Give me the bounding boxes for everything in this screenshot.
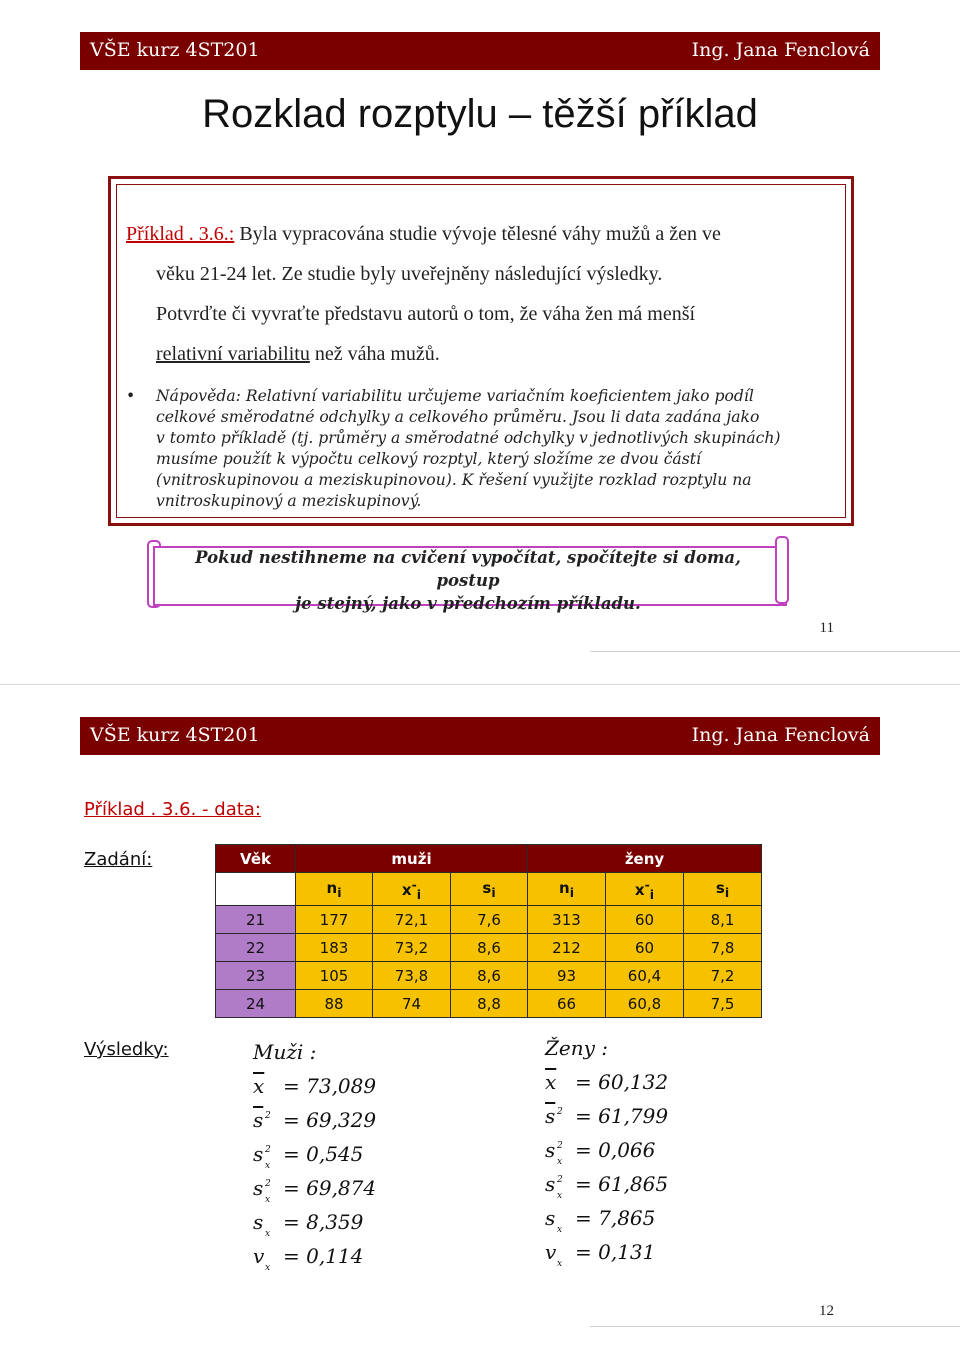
hint-line: musíme použít k výpočtu celkový rozptyl, který složíme ze dvou částí (156, 450, 701, 468)
table-cell: 7,6 (451, 906, 528, 934)
table-row (216, 906, 762, 934)
col-s-women: $s_i$ (684, 873, 762, 906)
example-text-3: Potvrďte či vyvraťte představu autorů o tom, že váha žen má menší (156, 303, 696, 325)
result-total-variance: s 2 x = 69,874 (253, 1176, 377, 1205)
result-between-variance: s 2 x = 0,545 (253, 1142, 364, 1171)
slide-header (0, 717, 960, 755)
header-author: Ing. Jana Fenclová (691, 39, 870, 61)
cell-age: 21 (216, 906, 296, 934)
example-text-4 (126, 334, 846, 374)
result-variation-coef: v x = 0,114 (253, 1244, 364, 1273)
header-course: VŠE kurz 4ST201 (90, 39, 260, 61)
results-men (253, 1035, 376, 1273)
table-cell: 177 (296, 906, 373, 934)
col-s-men: $s_i$ (451, 873, 528, 906)
col-x-men: $x^-_i$ (373, 873, 451, 906)
header-age: Věk (216, 845, 296, 873)
hint-line: vnitroskupinový a meziskupinový. (156, 492, 422, 510)
hint-line: Nápověda: Relativní variabilitu určujeme variačním koeficientem jako podíl (156, 387, 754, 405)
example-label: Příklad . 3.6.: (126, 223, 235, 245)
table-row (216, 990, 762, 1018)
zadani-label: Zadání: (84, 849, 153, 870)
table-cell: 8,6 (451, 962, 528, 990)
hint-line: (vnitroskupinovou a meziskupinovou). K řešení využijte rozklad rozptylu na (156, 471, 752, 489)
page-divider (590, 1326, 960, 1327)
header-blank (216, 873, 296, 906)
scroll-line-1: Pokud nestihneme na cvičení vypočítat, spočítejte si doma, postup (195, 548, 741, 590)
table-cell: 8,1 (684, 906, 762, 934)
table-cell: 73,2 (373, 934, 451, 962)
table-cell: 8,8 (451, 990, 528, 1018)
hint-block (128, 386, 828, 512)
result-within-variance: $\overline{s}$ 2 = 61,799 (545, 1104, 669, 1128)
col-n-men: $n_i$ (296, 873, 373, 906)
table-cell: 66 (528, 990, 606, 1018)
table-cell: 74 (373, 990, 451, 1018)
table-cell: 72,1 (373, 906, 451, 934)
data-table (215, 844, 762, 1018)
table-row (216, 962, 762, 990)
header-men: muži (296, 845, 528, 873)
table-group-header-row (216, 845, 762, 873)
example-statement (126, 214, 846, 374)
result-mean: $\overline{x} = 60,132$ (545, 1070, 669, 1094)
table-cell: 60 (606, 906, 684, 934)
slide-title: Rozklad rozptylu – těžší příklad (202, 92, 758, 136)
result-std-dev: s x = 7,865 (545, 1206, 656, 1235)
vysledky-label: Výsledky: (84, 1039, 169, 1060)
example-text-1: Byla vypracována studie vývoje tělesné váhy mužů a žen ve (234, 223, 721, 245)
col-n-women: $n_i$ (528, 873, 606, 906)
results-women (545, 1031, 668, 1269)
example-text-4b: než váha mužů. (309, 343, 440, 365)
table-column-header-row (216, 873, 762, 906)
page-divider (590, 651, 960, 652)
table-cell: 60 (606, 934, 684, 962)
table-cell: 8,6 (451, 934, 528, 962)
example-text-2: věku 21-24 let. Ze studie byly uveřejněny následující výsledky. (156, 263, 663, 285)
header-course: VŠE kurz 4ST201 (90, 724, 260, 746)
table-cell: 60,8 (606, 990, 684, 1018)
note-scroll (147, 536, 789, 613)
col-x-women: $x^-_i$ (606, 873, 684, 906)
slide-12 (0, 684, 960, 1368)
table-cell: 183 (296, 934, 373, 962)
table-cell: 313 (528, 906, 606, 934)
table-cell: 212 (528, 934, 606, 962)
slide-header (0, 32, 960, 70)
results-heading: Ženy : (545, 1036, 609, 1060)
result-variation-coef: v x = 0,131 (545, 1240, 656, 1269)
cell-age: 23 (216, 962, 296, 990)
header-women: ženy (528, 845, 762, 873)
results-heading: Muži : (253, 1040, 317, 1064)
hint-line: celkové směrodatné odchylky a celkového průměru. Jsou li data zadána jako (156, 408, 760, 426)
table-cell: 88 (296, 990, 373, 1018)
cell-age: 24 (216, 990, 296, 1018)
table-cell: 7,8 (684, 934, 762, 962)
table-cell: 7,5 (684, 990, 762, 1018)
result-between-variance: s 2 x = 0,066 (545, 1138, 656, 1167)
relative-variability-term: relativní variabilitu (156, 343, 310, 365)
table-row (216, 934, 762, 962)
cell-age: 22 (216, 934, 296, 962)
scroll-line-2: je stejný, jako v předchozím příkladu. (295, 594, 641, 613)
table-cell: 93 (528, 962, 606, 990)
hint-line: v tomto příkladě (tj. průměry a směrodatné odchylky v jednotlivých skupinách) (156, 429, 781, 447)
result-total-variance: s 2 x = 61,865 (545, 1172, 669, 1201)
table-cell: 60,4 (606, 962, 684, 990)
table-cell: 7,2 (684, 962, 762, 990)
table-cell: 73,8 (373, 962, 451, 990)
page-number: 12 (819, 1303, 834, 1319)
scroll-curl-icon (775, 536, 789, 604)
header-author: Ing. Jana Fenclová (691, 724, 870, 746)
result-mean: $\overline{x} = 73,089$ (253, 1074, 377, 1098)
table-cell: 105 (296, 962, 373, 990)
bullet-icon: • (126, 387, 136, 405)
scroll-text (161, 546, 775, 615)
result-within-variance: $\overline{s}$ 2 = 69,329 (253, 1108, 377, 1132)
page-number: 11 (819, 620, 834, 636)
result-std-dev: s x = 8,359 (253, 1210, 364, 1239)
data-subtitle: Příklad . 3.6. - data: (84, 799, 261, 820)
